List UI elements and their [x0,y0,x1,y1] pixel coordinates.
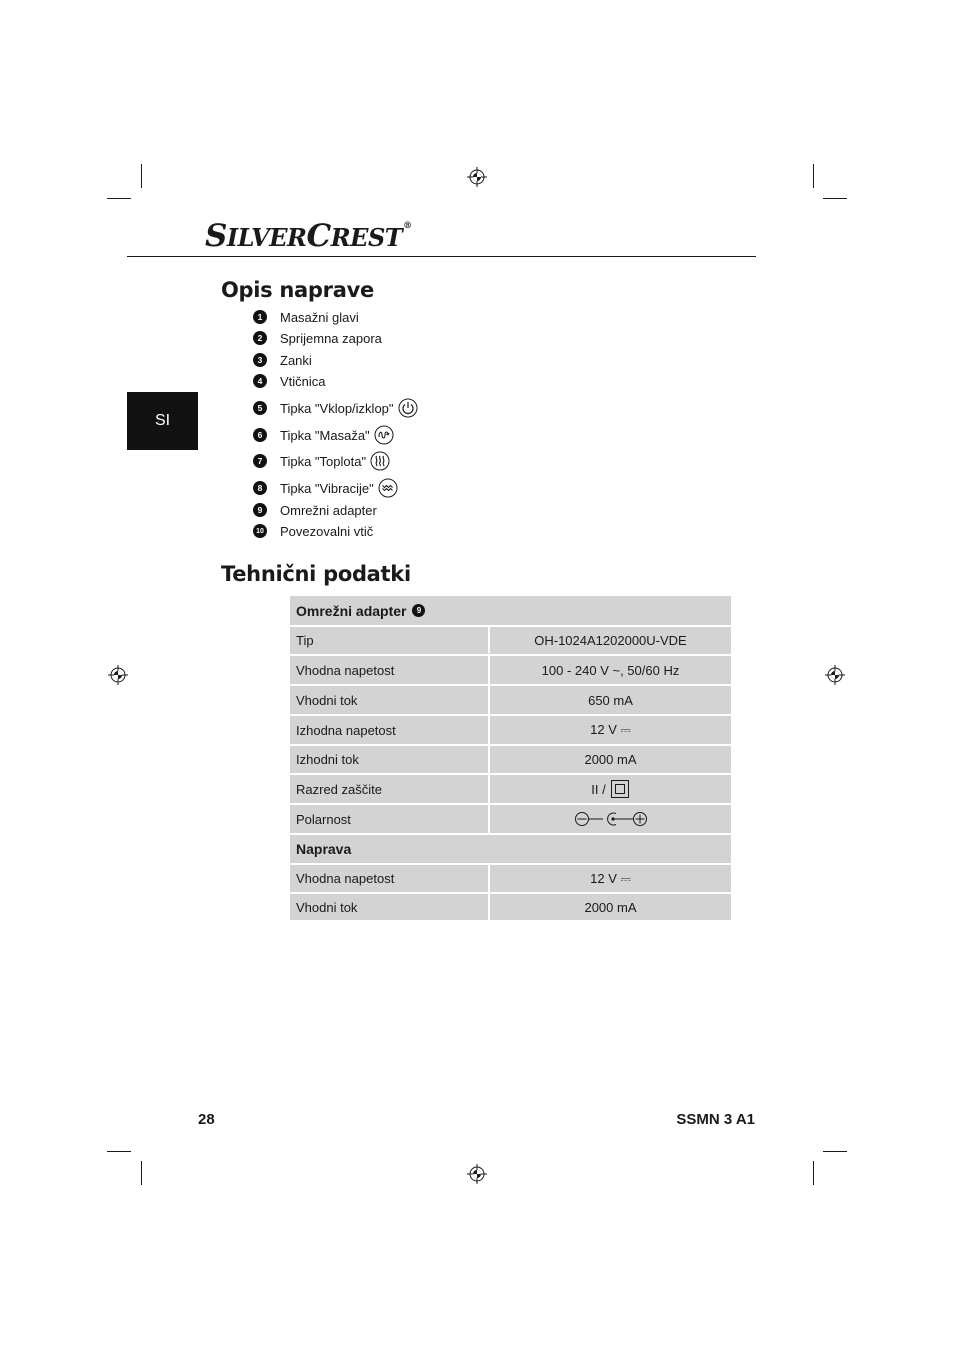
list-item [253,520,373,542]
list-item [253,306,359,328]
item-number-badge: 7 [253,454,267,468]
list-item [253,397,418,419]
model-number: SSMN 3 A1 [676,1111,755,1128]
crop-mark [107,198,131,199]
item-number-badge: 9 [253,503,267,517]
crop-mark [107,1151,131,1152]
list-item-label: Zanki [280,352,312,368]
table-row [290,684,731,714]
table-row [290,863,731,892]
item-number-badge: 8 [253,481,267,495]
crop-mark [141,1161,142,1185]
list-item-label: Tipka "Masaža" [280,427,370,443]
list-item [253,499,377,521]
list-item [253,477,398,499]
protection-class-ii-icon [610,779,630,799]
crop-mark [141,164,142,188]
table-row [290,714,731,744]
table-cell-label: Vhodna napetost [290,865,490,892]
crop-mark [813,1161,814,1185]
table-row [290,744,731,773]
table-cell-label: Razred zaščite [290,775,490,803]
list-item [253,349,312,371]
table-cell-label: Polarnost [290,805,490,833]
item-number-badge: 10 [253,524,267,538]
table-cell-label: Tip [290,627,490,653]
table-cell-value [490,775,731,803]
list-item-label: Masažni glavi [280,309,359,325]
list-item-label: Omrežni adapter [280,502,377,518]
table-cell-value [490,805,731,833]
table-row [290,625,731,653]
crop-mark [813,164,814,188]
table-cell-label: Vhodni tok [290,894,490,920]
table-cell-label: Izhodni tok [290,746,490,773]
list-item-label: Sprijemna zapora [280,330,382,346]
table-cell-value: OH-1024A1202000U-VDE [534,632,687,648]
item-number-badge: 4 [253,374,267,388]
registration-mark-icon [825,665,845,685]
item-number-badge: 1 [253,310,267,324]
table-cell-value: 2000 mA [584,899,637,915]
list-item [253,327,382,349]
brand-logo: SILVERCREST® [205,218,412,254]
table-section-header [290,596,731,625]
list-item [253,424,394,446]
protection-class-text: II / [591,781,606,797]
item-number-badge: 6 [253,428,267,442]
page-number: 28 [198,1111,215,1128]
table-cell-value: 650 mA [588,692,633,708]
table-row [290,773,731,803]
list-item-label: Tipka "Toplota" [280,453,367,469]
adapter-heading: Omrežni adapter [296,602,407,619]
crop-mark [823,198,847,199]
table-cell-value: 100 - 240 V ~, 50/60 Hz [541,662,680,678]
vibration-icon [378,478,398,498]
list-item-label: Vtičnica [280,373,326,389]
table-cell-label: Vhodna napetost [290,656,490,684]
item-number-badge: 3 [253,353,267,367]
crop-mark [823,1151,847,1152]
table-cell-label: Vhodni tok [290,686,490,714]
registration-mark-icon [467,1164,487,1184]
item-number-badge: 5 [253,401,267,415]
spec-table [290,596,731,920]
list-item-label: Povezovalni vtič [280,523,374,539]
massage-wave-icon [374,425,394,445]
table-row [290,654,731,684]
heat-icon [370,451,390,471]
table-cell-value: 12 V ⎓ [590,870,631,886]
registration-mark-icon [108,665,128,685]
list-item-label: Tipka "Vklop/izklop" [280,400,394,416]
list-item-label: Tipka "Vibracije" [280,480,374,496]
device-heading: Naprava [296,841,352,857]
table-row [290,803,731,833]
header-divider [127,256,756,257]
section-title-description: Opis naprave [221,278,374,302]
polarity-icon [574,811,648,827]
language-tab-label: SI [154,412,171,429]
table-cell-value: 12 V ⎓ [590,722,631,737]
registration-mark-icon [467,167,487,187]
language-tab [127,392,198,450]
table-section-header [290,833,731,863]
table-cell-label: Izhodna napetost [290,716,490,744]
list-item [253,370,326,392]
section-title-specs: Tehnični podatki [221,562,411,586]
table-cell-value: 2000 mA [584,752,637,767]
list-item [253,450,390,472]
item-number-badge: 2 [253,331,267,345]
item-number-badge: 9 [412,604,425,617]
power-icon [398,398,418,418]
table-row [290,892,731,920]
